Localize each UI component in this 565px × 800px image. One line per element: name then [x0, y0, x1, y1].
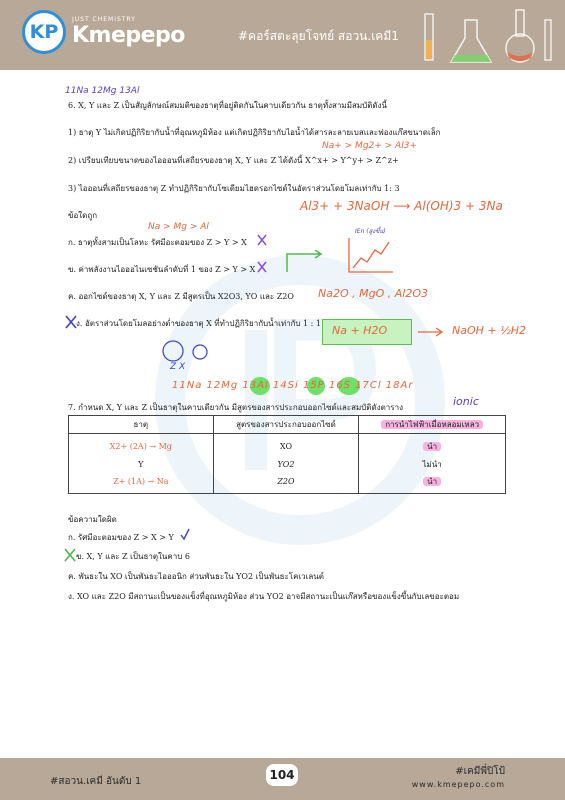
page-number: 104	[266, 764, 298, 786]
q6-stem: 6. X, Y และ Z เป็นสัญลักษณ์สมมติของธาตุที่อยู่ติดกันในคาบเดียวกัน ธาตุทั้งสามมีสมบัติดังนี้	[68, 101, 387, 110]
logo-brand-name: Kmepepo	[72, 23, 185, 48]
logo-mark-text: KP	[29, 21, 59, 43]
annotation-reaction-right: NaOH + ½H2	[452, 324, 527, 337]
oxide-x: XO	[279, 442, 293, 451]
table-cell-conductivity	[359, 434, 506, 494]
element-x: X2+ (2A) → Mg	[109, 442, 172, 451]
header-title: #คอร์สตะลุยโจทย์ สอวน.เคมี1	[238, 29, 399, 43]
q6-correct-label: ข้อใดถูก	[68, 211, 98, 220]
element-y: Y	[138, 459, 144, 469]
oxide-properties-table	[68, 415, 506, 494]
q7-option-a: ก. รัศมีอะตอมของ Z > X > Y	[68, 533, 174, 542]
atom-size-circles-icon	[160, 340, 216, 362]
ie-graph-icon	[345, 236, 395, 276]
oxide-z: Z2O	[277, 477, 295, 487]
table-cell-elements	[69, 434, 214, 494]
conductivity-x: นำ	[423, 442, 441, 451]
arrow-icon	[416, 326, 446, 338]
annotation-z-x: Z X	[170, 362, 186, 372]
cross-mark-icon	[63, 547, 77, 563]
q6-option-b: ข. ค่าพลังงานไอออไนเซชันลำดับที่ 1 ของ Z > Y > X	[68, 265, 256, 274]
oxide-y: YO2	[277, 459, 295, 469]
table-header-oxide: สูตรของสารประกอบออกไซด์	[213, 416, 359, 434]
annotation-oxides: Na2O , MgO , Al2O3	[318, 287, 428, 300]
footer-url: www.kmepepo.com	[411, 780, 505, 789]
annotation-ionic: ionic	[453, 395, 479, 408]
footer-tag: #เคมีพี่ปิโป้	[455, 766, 505, 777]
q6-property-3: 3) ไอออนที่เสถียรของธาตุ Z ทำปฏิกิริยากับโซเดียมไฮดรอกไซด์ในอัตราส่วนโดยโมลเท่ากับ 1: 3	[68, 184, 400, 193]
q6-option-c: ค. ออกไซด์ของธาตุ X, Y และ Z มีสูตรเป็น X2O3, YO และ Z2O	[68, 292, 294, 301]
annotation-elements: 11Na 12Mg 13Al	[65, 86, 140, 96]
q7-option-c: ค. พันธะใน XO เป็นพันธะไอออนิก ส่วนพันธะใน YO2 เป็นพันธะโคเวเลนต์	[68, 572, 324, 581]
footer-hashtag: #สอวน.เคมี อันดับ 1	[50, 776, 142, 787]
q7-option-b: ข. X, Y และ Z เป็นธาตุในคาบ 6	[76, 552, 190, 561]
q6-property-2: 2) เปรียบเทียบขนาดของไอออนที่เสถียรของธาตุ X, Y และ Z ได้ดังนี้ X^x+ > Y^y+ > Z^z+	[68, 156, 399, 165]
table-header-conductivity: การนำไฟฟ้าเมื่อหลอมเหลว	[381, 420, 483, 429]
annotation-ie-graph-label: IEn (สูงขึ้น)	[355, 228, 386, 235]
table-cell-oxides	[213, 434, 359, 494]
table-header-element: ธาตุ	[69, 416, 214, 434]
cross-mark-icon	[256, 260, 268, 274]
element-z: Z+ (1A) → Na	[113, 477, 169, 487]
logo-tagline: JUST CHEMISTRY	[72, 16, 136, 23]
table-header-conductivity-cell	[359, 416, 506, 434]
q7-stem: 7. กำหนด X, Y และ Z เป็นธาตุในคาบเดียวกัน มีสูตรของสารประกอบออกไซด์และสมบัติดังตาราง	[68, 403, 403, 412]
arrow-icon	[285, 250, 325, 274]
annotation-period-3-elements: 11Na 12Mg 13Al 14Si 15P 16S 17Cl 18Ar	[172, 380, 414, 391]
annotation-reaction-left: Na + H2O	[332, 324, 388, 337]
conductivity-y: ไม่นำ	[422, 459, 442, 469]
q6-option-a: ก. ธาตุทั้งสามเป็นโลหะ รัศมีอะตอมของ Z > Y > X	[68, 238, 247, 247]
q7-wrong-label: ข้อความใดผิด	[68, 515, 117, 524]
table-header-row	[69, 416, 506, 434]
annotation-reaction-al: Al3+ + 3NaOH ⟶ Al(OH)3 + 3Na	[300, 199, 503, 213]
annotation-radius-order: Na > Mg > Al	[148, 222, 209, 232]
table-row	[69, 434, 506, 494]
q6-option-d: ง. อัตราส่วนโดยโมลอย่างต่ำของธาตุ X ที่ทำปฏิกิริยากับน้ำเท่ากับ 1 : 1	[76, 319, 322, 328]
annotation-ion-order: Na+ > Mg2+ > Al3+	[322, 141, 417, 151]
q7-option-d: ง. XO และ Z2O มีสถานะเป็นของแข็งที่อุณหภูมิห้อง ส่วน YO2 อาจมีสถานะเป็นแก๊สหรือของแข็งขึ้นกับเลขอะตอม	[68, 592, 460, 601]
q6-property-1: 1) ธาตุ Y ไม่เกิดปฏิกิริยากับน้ำที่อุณหภูมิห้อง แต่เกิดปฏิกิริยากับไอน้ำได้สารละลายเบสและฟองแก๊สขนาดเล็ก	[68, 128, 441, 137]
conductivity-z: นำ	[423, 477, 441, 486]
cross-mark-icon	[256, 233, 268, 247]
check-mark-icon	[180, 528, 190, 540]
